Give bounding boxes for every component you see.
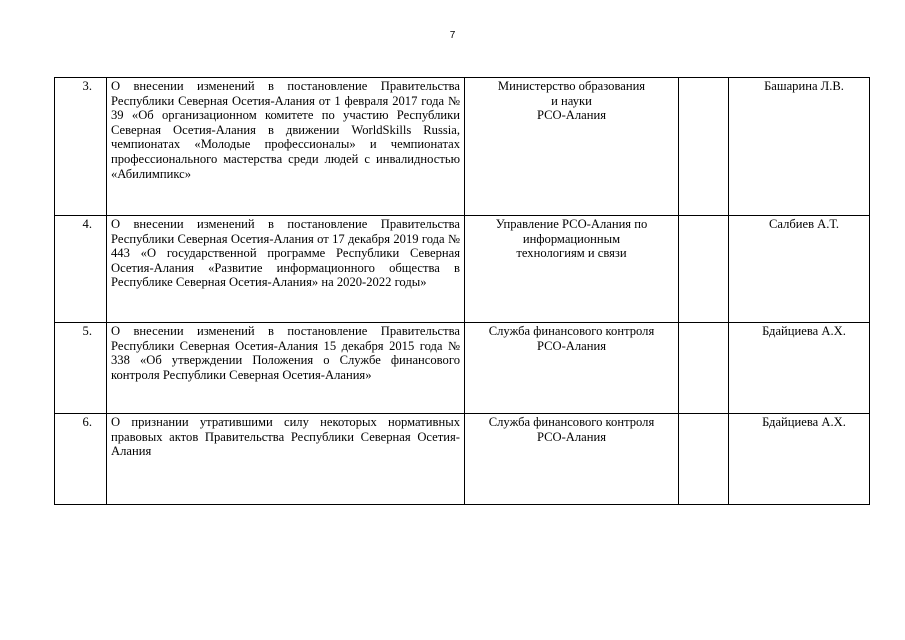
responsible-organization (465, 414, 679, 505)
document-title: О внесении изменений в постановление Правительства Республики Северная Осетия-Алания от 1 февраля 2017 года № 39 «Об организационном комитете по участию Республики Северная Осетия-Алания в движении WorldSkills Russia, чемпионатах «Молодые профессионалы» и чемпионатах профессионального мастерства среди людей с инвалидностью «Абилимпикс» (107, 78, 465, 216)
plan-table (54, 77, 870, 505)
term-cell (679, 414, 729, 505)
org-line: РСО-Алания (536, 338, 607, 353)
term-cell (679, 323, 729, 414)
document-title: О признании утратившими силу некоторых нормативных правовых актов Правительства Республики Северная Осетия-Алания (107, 414, 465, 505)
org-line: информационным (522, 231, 621, 246)
table-row (55, 78, 870, 216)
org-line: Служба финансового контроля (488, 415, 655, 429)
document-title: О внесении изменений в постановление Правительства Республики Северная Осетия-Алания от 17 декабря 2019 года № 443 «О государственной программе Республики Северная Осетия-Алания «Развитие информационного общества в Республике Северная Осетия-Алания» на 2020-2022 годы» (107, 216, 465, 323)
row-number: 5. (55, 323, 107, 414)
page-number: 7 (449, 30, 456, 41)
responsible-person: Бдайциева А.Х. (729, 323, 870, 414)
row-number: 6. (55, 414, 107, 505)
org-line: и науки (551, 93, 592, 108)
table-row (55, 323, 870, 414)
org-line: технологиям и связи (516, 246, 627, 261)
responsible-organization (465, 216, 679, 323)
term-cell (679, 78, 729, 216)
table-row (55, 414, 870, 505)
responsible-person: Бдайциева А.Х. (729, 414, 870, 505)
row-number: 4. (55, 216, 107, 323)
responsible-person: Салбиев А.Т. (729, 216, 870, 323)
responsible-organization (465, 323, 679, 414)
responsible-person: Башарина Л.В. (729, 78, 870, 216)
term-cell (679, 216, 729, 323)
org-line: Министерство образования (497, 79, 646, 93)
org-line: Служба финансового контроля (488, 324, 655, 338)
responsible-organization (465, 78, 679, 216)
org-line: Управление РСО-Алания по (495, 217, 648, 231)
row-number: 3. (55, 78, 107, 216)
org-line: РСО-Алания (536, 429, 607, 444)
table-row (55, 216, 870, 323)
document-title: О внесении изменений в постановление Правительства Республики Северная Осетия-Алания 15 декабря 2015 года № 338 «Об утверждении Положения о Службе финансового контроля Республики Северная Осетия-Алания» (107, 323, 465, 414)
org-line: РСО-Алания (536, 108, 607, 123)
